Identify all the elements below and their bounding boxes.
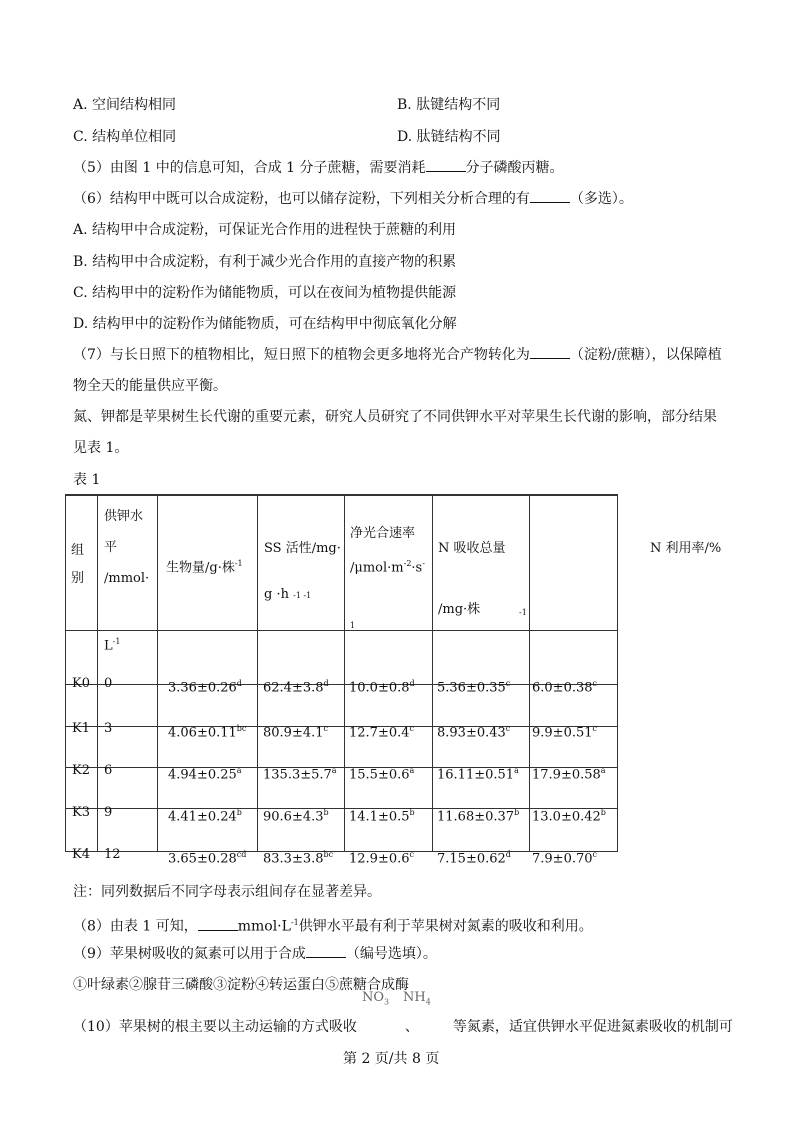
cell-value: 4.41±0.24 [168, 809, 237, 825]
table-cell [263, 847, 333, 867]
cell-value: 4.06±0.11 [168, 725, 237, 741]
option-c: C. 结构单位相同 [73, 129, 177, 145]
header-pn-unit: /μmol·m [350, 560, 404, 576]
answer-blank[interactable] [198, 918, 238, 931]
cell-sig-letter: a [236, 766, 242, 775]
cell-sig-letter: d [505, 850, 511, 859]
table-cell [349, 805, 415, 825]
question-9 [73, 945, 437, 963]
col-divider [529, 494, 530, 852]
header-k-1: 供钾水 [104, 509, 144, 524]
cell-group: K2 [72, 763, 90, 778]
answer-blank[interactable] [530, 346, 570, 359]
header-ss-2 [264, 587, 311, 604]
col-divider [617, 494, 618, 852]
table-cell [349, 676, 415, 696]
table-cell [437, 721, 510, 741]
q7-text: （7）与长日照下的植物相比，短日照下的植物会更多地将光合产物转化为 [73, 347, 530, 363]
cell-value: 11.68±0.37 [437, 809, 515, 825]
table-cell [532, 847, 597, 867]
header-group-1: 组 [71, 543, 85, 558]
cell-group: K4 [72, 847, 90, 862]
cell-sig-letter: c [323, 724, 328, 733]
q6-option-b: B. 结构甲中合成淀粉，有利于减少光合作用的直接产物的积累 [73, 254, 457, 270]
col-divider [257, 494, 258, 852]
header-k-unit: L [104, 638, 113, 654]
q7-text-end: （淀粉/蔗糖），以保障植 [569, 347, 722, 363]
cell-value: 12.7±0.4 [349, 725, 410, 741]
header-pn-unit2: ·s [411, 560, 423, 576]
q6-option-a: A. 结构甲中合成淀粉，可保证光合作用的进程快于蔗糖的利用 [73, 222, 457, 238]
q10-text: （10）苹果树的根主要以主动运输的方式吸收 [73, 1019, 357, 1035]
header-pn-4: 1 [350, 621, 356, 630]
sub: 3 [384, 997, 390, 1007]
cell-value: 135.3±5.7 [263, 767, 332, 783]
cell-value: 8.93±0.43 [437, 725, 506, 741]
cell-sig-letter: c [409, 850, 414, 859]
header-k-2: 平 [104, 540, 118, 555]
q6-option-d: D. 结构甲中的淀粉作为储能物质，可在结构甲中彻底氧化分解 [73, 316, 457, 332]
question-7 [73, 346, 722, 364]
cell-sig-letter: b [600, 808, 606, 817]
cell-k-level: 12 [104, 847, 121, 862]
cell-sig-letter: cd [236, 850, 247, 859]
q10-sep: 、 [404, 1019, 419, 1035]
cell-value: 80.9±4.1 [263, 725, 324, 741]
table-cell [437, 676, 510, 696]
q7-line2: 物全天的能量供应平衡。 [73, 378, 227, 394]
question-6 [73, 190, 633, 208]
option-b: B. 肽键结构不同 [397, 97, 501, 113]
table-cell [349, 721, 414, 741]
sup: -2 [403, 559, 412, 568]
col-divider [344, 494, 345, 852]
cell-value: 83.3±3.8 [263, 851, 324, 867]
col-divider [432, 494, 433, 852]
question-10 [73, 1018, 733, 1036]
header-pn: 净光合速率 [350, 526, 416, 541]
q8-unit: mmol·L [237, 918, 291, 935]
cell-k-level: 6 [104, 763, 113, 778]
table-border [65, 494, 618, 496]
question-8 [73, 914, 593, 936]
table-cell [532, 763, 606, 783]
cell-value: 16.11±0.51 [437, 767, 515, 783]
page-footer: 第 2 页/共 8 页 [343, 1051, 440, 1067]
q9-options: ①叶绿素②腺苷三磷酸③淀粉④转运蛋白⑤蔗糖合成酶 [73, 977, 409, 993]
cell-value: 62.4±3.8 [263, 680, 324, 696]
intro-line2: 见表 1。 [73, 440, 129, 456]
cell-value: 4.94±0.25 [168, 767, 237, 783]
sup: -1 [234, 559, 243, 568]
cell-k-level: 3 [104, 721, 113, 736]
answer-blank[interactable] [306, 945, 346, 958]
row-divider [65, 630, 618, 631]
cell-value: 7.9±0.70 [532, 851, 593, 867]
no3: NO [362, 990, 385, 1005]
table-cell [263, 676, 329, 696]
q10-text-end: 等氮素，适宜供钾水平促进氮素吸收的机制可 [452, 1019, 733, 1035]
cell-sig-letter: c [592, 850, 597, 859]
table-cell [437, 763, 519, 783]
cell-value: 90.6±4.3 [263, 809, 324, 825]
table-cell [263, 763, 337, 783]
q6-option-c: C. 结构甲中的淀粉作为储能物质，可以在夜间为植物提供能源 [73, 285, 457, 301]
table-cell [437, 805, 519, 825]
col-divider [157, 494, 158, 852]
cell-sig-letter: d [323, 679, 329, 688]
cell-sig-letter: b [409, 808, 415, 817]
cell-value: 3.65±0.28 [168, 851, 237, 867]
sup: - [422, 559, 425, 568]
q5-text: （5）由图 1 中的信息可知，合成 1 分子蔗糖，需要消耗 [73, 160, 426, 176]
intro-line1: 氮、钾都是苹果树生长代谢的重要元素，研究人员研究了不同供钾水平对苹果生长代谢的影响，部分结果 [73, 409, 717, 425]
cell-group: K3 [72, 805, 90, 820]
cell-sig-letter: d [236, 679, 242, 688]
q6-text: （6）结构甲中既可以合成淀粉，也可以储存淀粉，下列相关分析合理的有 [73, 191, 530, 207]
answer-blank[interactable] [426, 159, 466, 172]
cell-value: 14.1±0.5 [349, 809, 410, 825]
col-divider [97, 494, 98, 852]
ammonium-formula [403, 989, 431, 1012]
q6-text-end: （多选）。 [569, 191, 633, 207]
cell-sig-letter: d [409, 679, 415, 688]
cell-sig-letter: a [600, 766, 606, 775]
cell-sig-letter: c [409, 724, 414, 733]
table-cell [437, 847, 511, 867]
cell-sig-letter: a [514, 766, 519, 775]
cell-value: 9.9±0.51 [532, 725, 593, 741]
nh4: NH [403, 990, 426, 1005]
table-cell [168, 763, 242, 783]
sup: -1 [112, 637, 121, 646]
cell-value: 7.15±0.62 [437, 851, 506, 867]
sup: -1 -1 [293, 591, 312, 600]
cell-sig-letter: b [236, 808, 242, 817]
table-cell [168, 721, 246, 741]
header-nuse: N 利用率/% [650, 541, 722, 556]
sub: 4 [425, 997, 431, 1007]
header-nup-sup: -1 [519, 608, 527, 617]
header-nup-2: /mg·株 [438, 602, 481, 617]
table-cell [532, 805, 606, 825]
q8-text: （8）由表 1 可知， [73, 918, 198, 935]
cell-k-level: 0 [104, 676, 113, 691]
header-biomass [166, 556, 243, 576]
q9-text: （9）苹果树吸收的氮素可以用于合成 [73, 946, 306, 962]
nitrate-formula [362, 989, 389, 1012]
header-pn-2 [350, 556, 425, 576]
cell-sig-letter: bc [323, 850, 334, 859]
answer-blank[interactable] [530, 190, 570, 203]
cell-sig-letter: c [592, 679, 597, 688]
cell-value: 15.5±0.6 [349, 767, 410, 783]
header-group-2: 别 [71, 571, 85, 586]
option-a: A. 空间结构相同 [73, 97, 177, 113]
header-biomass-text: 生物量/g·株 [166, 560, 235, 576]
table-cell [349, 847, 414, 867]
header-k-3: /mmol· [104, 571, 150, 586]
cell-k-level: 9 [104, 805, 113, 820]
table-cell [532, 721, 597, 741]
q5-text-end: 分子磷酸丙糖。 [465, 160, 564, 176]
col-divider [65, 494, 66, 852]
cell-sig-letter: c [592, 724, 597, 733]
cell-sig-letter: c [505, 724, 511, 733]
table-cell [168, 847, 246, 867]
table-caption: 表 1 [73, 472, 101, 488]
cell-value: 6.0±0.38 [532, 680, 593, 696]
table-note: 注：同列数据后不同字母表示组间存在显著差异。 [73, 884, 381, 900]
cell-sig-letter: b [514, 808, 520, 817]
sup: -1 [290, 918, 299, 927]
cell-sig-letter: a [331, 766, 337, 775]
cell-value: 17.9±0.58 [532, 767, 601, 783]
header-nup: N 吸收总量 [438, 541, 506, 556]
table-cell [349, 763, 414, 783]
cell-value: 13.0±0.42 [532, 809, 601, 825]
cell-value: 10.0±0.8 [349, 680, 410, 696]
cell-group: K1 [72, 721, 90, 736]
table-cell [168, 676, 242, 696]
cell-sig-letter: bc [236, 724, 247, 733]
table-cell [532, 676, 597, 696]
cell-value: 12.9±0.6 [349, 851, 410, 867]
table-cell [263, 721, 328, 741]
option-d: D. 肽链结构不同 [397, 129, 501, 145]
header-ss-unit: g ·h [264, 587, 289, 602]
cell-sig-letter: c [505, 679, 511, 688]
header-ss: SS 活性/mg· [264, 541, 341, 556]
cell-value: 5.36±0.35 [437, 680, 506, 696]
header-k-4 [104, 634, 120, 654]
q9-text-end: （编号选填）。 [345, 946, 437, 962]
cell-value: 3.36±0.26 [168, 680, 237, 696]
cell-sig-letter: b [323, 808, 329, 817]
q8-text-end: 供钾水平最有利于苹果树对氮素的吸收和利用。 [298, 918, 593, 935]
cell-sig-letter: a [409, 766, 415, 775]
table-cell [168, 805, 242, 825]
question-5 [73, 159, 564, 177]
table-cell [263, 805, 329, 825]
cell-group: K0 [72, 676, 90, 691]
